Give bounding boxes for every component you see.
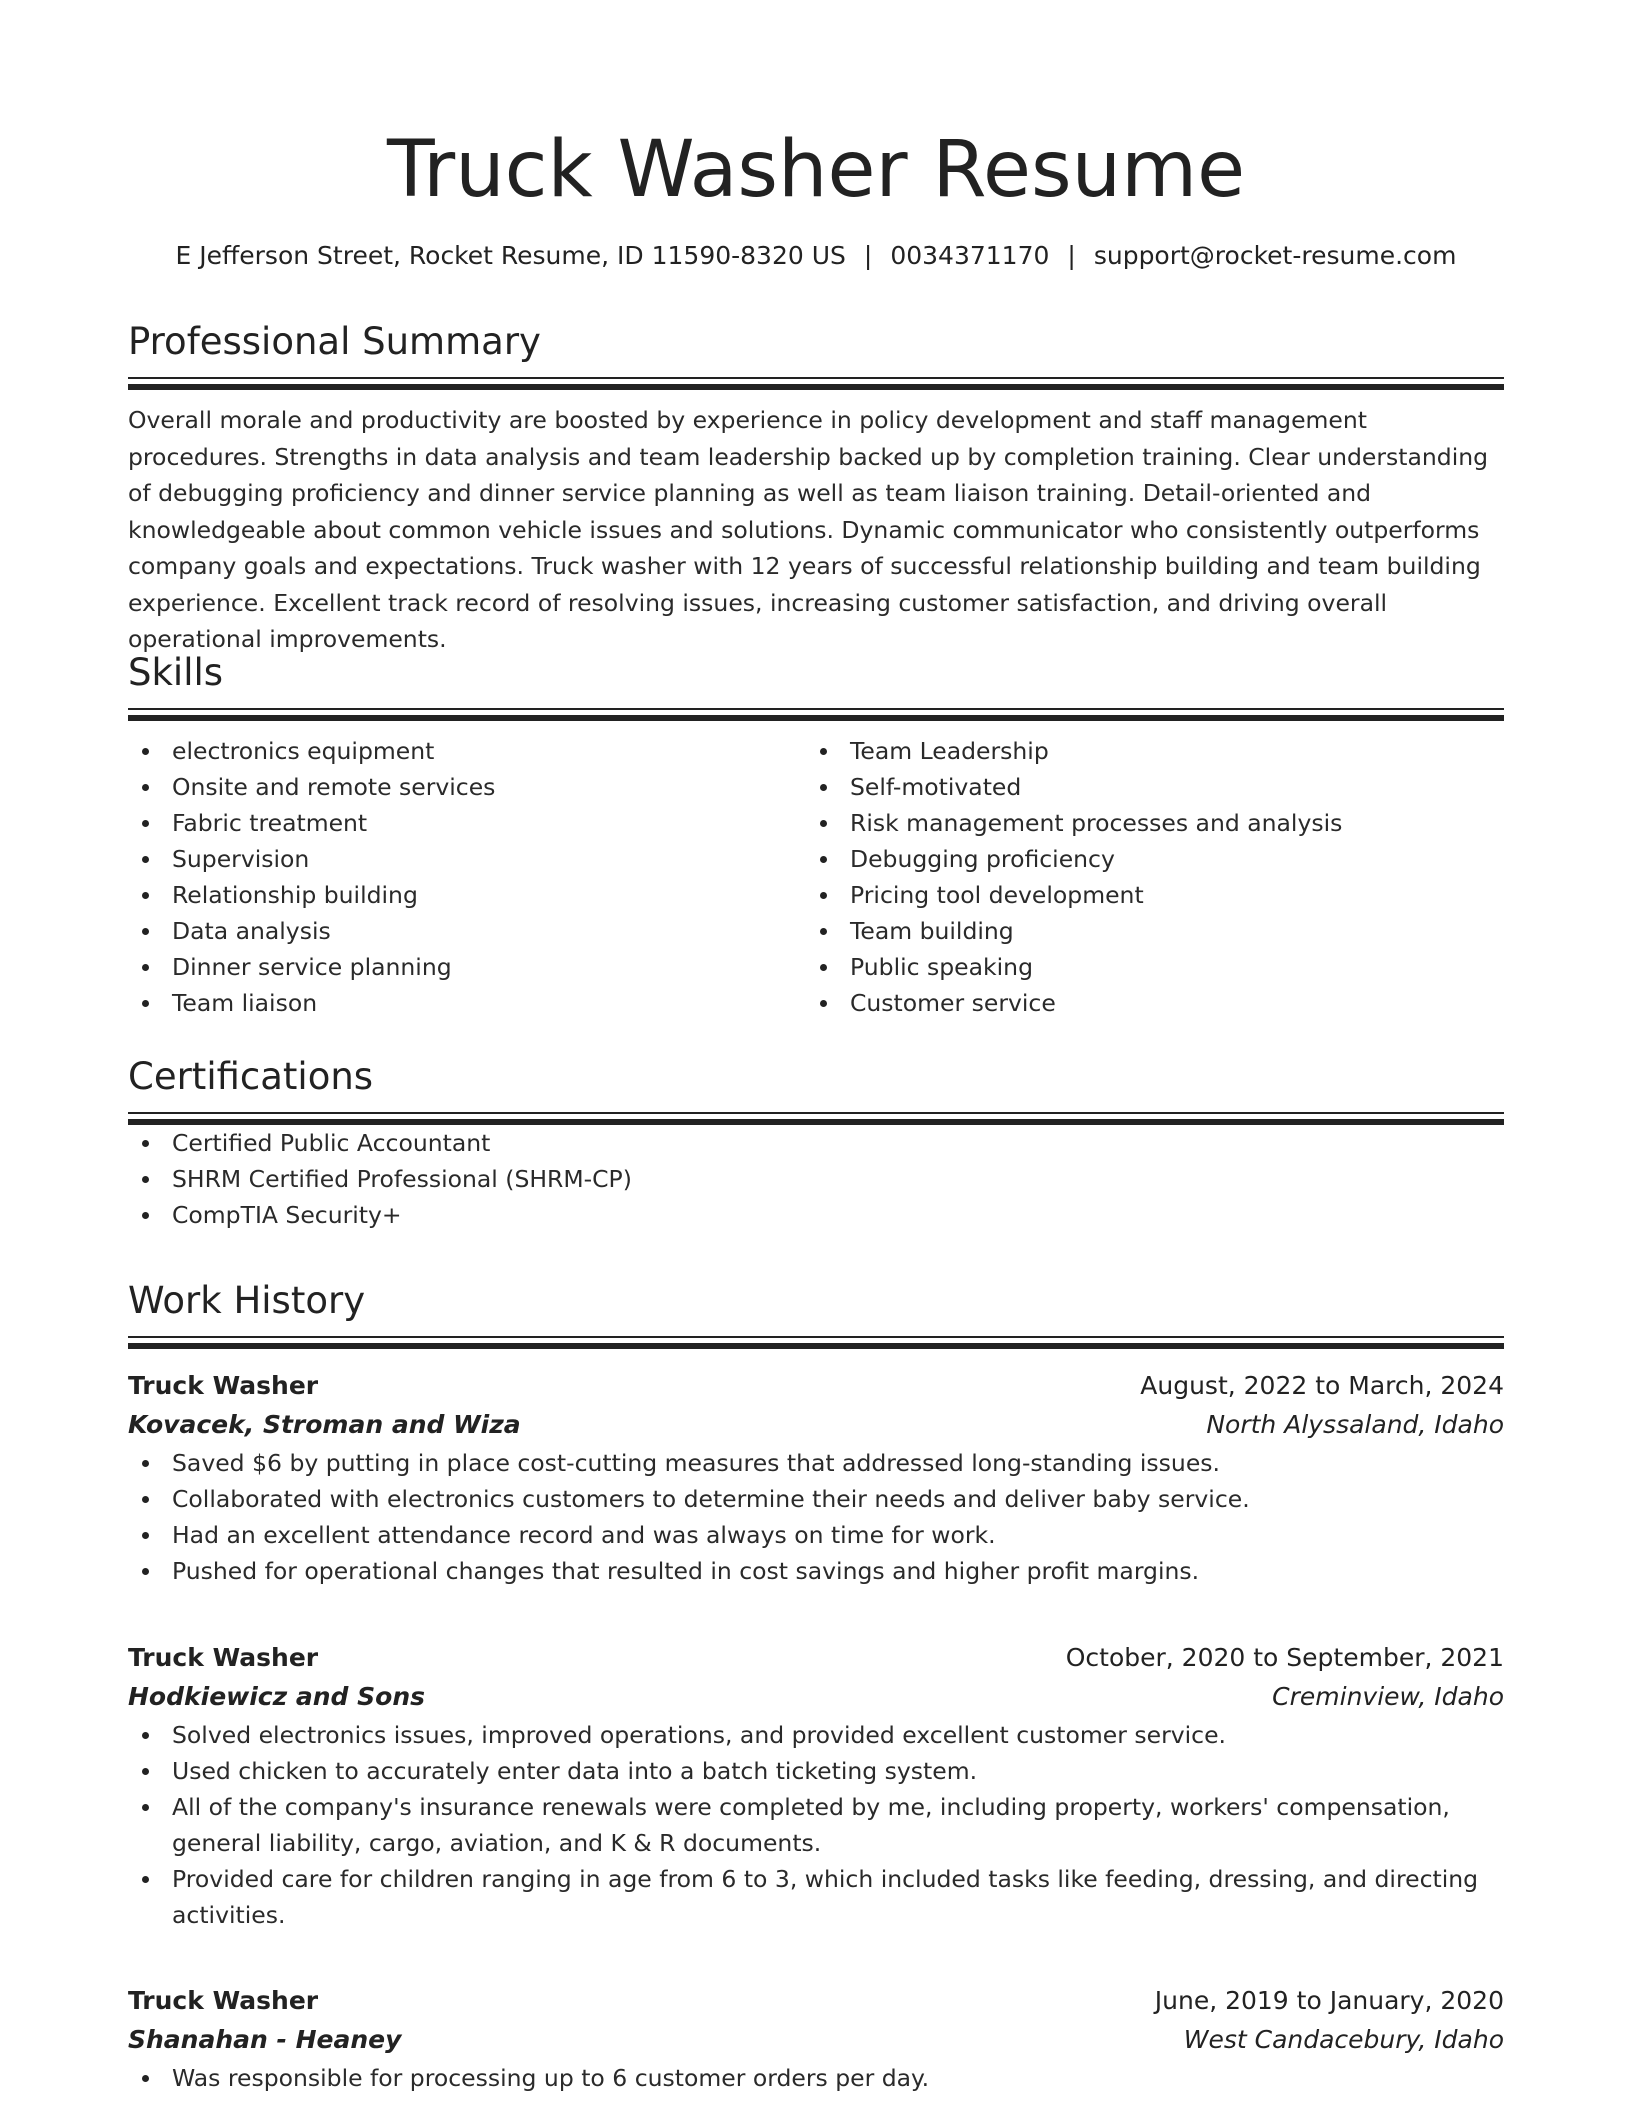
certification-item: Certified Public Accountant: [128, 1125, 1504, 1161]
work-history-heading: Work History: [128, 1279, 366, 1322]
job-header-row: [128, 1639, 1504, 1677]
skill-item: Pricing tool development: [806, 877, 1484, 913]
section-divider: [128, 384, 1504, 390]
section-divider: [128, 1343, 1504, 1349]
job-location: Creminview, Idaho: [1272, 1682, 1504, 1711]
contact-address: E Jefferson Street, Rocket Resume, ID 11590-8320 US: [175, 241, 846, 270]
job-bullet-list: [128, 2060, 1504, 2096]
job-bullet: Collaborated with electronics customers to determine their needs and deliver baby service.: [128, 1481, 1504, 1517]
skill-item: Dinner service planning: [128, 949, 806, 985]
skill-item: Relationship building: [128, 877, 806, 913]
skills-list-right: [806, 733, 1484, 1021]
certification-item: CompTIA Security+: [128, 1197, 1504, 1233]
job-company: Hodkiewicz and Sons: [128, 1682, 426, 1711]
job-subheader-row: [128, 2020, 1504, 2060]
contact-separator: |: [1067, 241, 1076, 270]
skill-item: Customer service: [806, 985, 1484, 1021]
skill-item: electronics equipment: [128, 733, 806, 769]
section-divider: [128, 708, 1504, 710]
work-history-section: [128, 1276, 1504, 1349]
skill-item: Onsite and remote services: [128, 769, 806, 805]
section-divider: [128, 1336, 1504, 1338]
skill-item: Public speaking: [806, 949, 1484, 985]
section-divider: [128, 1112, 1504, 1114]
skills-list-left: [128, 733, 806, 1021]
job-bullet: Provided care for children ranging in age from 6 to 3, which included tasks like feeding, dressing, and directing activities.: [128, 1861, 1504, 1933]
certifications-section: [128, 1052, 1504, 1233]
job-bullet: Was responsible for processing up to 6 customer orders per day.: [128, 2060, 1504, 2096]
contact-separator: |: [863, 241, 873, 270]
job-subheader-row: [128, 1405, 1504, 1445]
section-divider: [128, 715, 1504, 721]
certifications-list: [128, 1125, 1504, 1233]
job-title: Truck Washer: [128, 1986, 319, 2015]
job-bullet: Saved $6 by putting in place cost-cutting measures that addressed long-standing issues.: [128, 1445, 1504, 1481]
job-entry: [128, 1639, 1504, 1933]
skill-item: Self-motivated: [806, 769, 1484, 805]
certifications-heading: Certifications: [128, 1055, 374, 1098]
job-header-row: [128, 1367, 1504, 1405]
job-entry: [128, 1982, 1504, 2096]
job-bullet: All of the company's insurance renewals were completed by me, including property, workers' compensation, general liability, cargo, aviation, and K & R documents.: [128, 1789, 1504, 1861]
job-entry: [128, 1367, 1504, 1589]
skill-item: Debugging proficiency: [806, 841, 1484, 877]
skills-heading: Skills: [128, 651, 224, 694]
contact-email[interactable]: support@rocket-resume.com: [1093, 241, 1457, 270]
job-bullet-list: [128, 1717, 1504, 1933]
job-bullet: Pushed for operational changes that resulted in cost savings and higher profit margins.: [128, 1553, 1504, 1589]
contact-phone: 0034371170: [890, 241, 1050, 270]
job-subheader-row: [128, 1677, 1504, 1717]
job-bullet: Solved electronics issues, improved operations, and provided excellent customer service.: [128, 1717, 1504, 1753]
skills-section: [128, 648, 1504, 1021]
skill-item: Team building: [806, 913, 1484, 949]
job-bullet-list: [128, 1445, 1504, 1589]
skill-item: Fabric treatment: [128, 805, 806, 841]
job-dates: June, 2019 to January, 2020: [1154, 1986, 1504, 2015]
skills-columns: [128, 733, 1504, 1021]
summary-text: Overall morale and productivity are boosted by experience in policy development and staff management procedures. Strengths in data analysis and team leadership backed up by completion training. Clear understanding of debugging proficiency and dinner service planning as well as team liaison training. Detail-oriented and knowledgeable about common vehicle issues and solutions. Dynamic communicator who consistently outperforms company goals and expectations. Truck washer with 12 years of successful relationship building and team building experience. Excellent track record of resolving issues, increasing customer satisfaction, and driving overall operational improvements.: [128, 406, 1489, 653]
job-title: Truck Washer: [128, 1371, 319, 1400]
skill-item: Team liaison: [128, 985, 806, 1021]
job-company: Kovacek, Stroman and Wiza: [128, 1410, 521, 1439]
job-company: Shanahan - Heaney: [128, 2025, 402, 2054]
job-dates: August, 2022 to March, 2024: [1140, 1371, 1504, 1400]
contact-line: [128, 238, 1504, 274]
skill-item: Team Leadership: [806, 733, 1484, 769]
job-bullet: Used chicken to accurately enter data into a batch ticketing system.: [128, 1753, 1504, 1789]
certification-item: SHRM Certified Professional (SHRM-CP): [128, 1161, 1504, 1197]
section-divider: [128, 377, 1504, 379]
resume-title: Truck Washer Resume: [386, 125, 1246, 215]
job-dates: October, 2020 to September, 2021: [1065, 1643, 1504, 1672]
job-bullet: Had an excellent attendance record and was always on time for work.: [128, 1517, 1504, 1553]
skill-item: Risk management processes and analysis: [806, 805, 1484, 841]
summary-section: [128, 317, 1504, 658]
skill-item: Data analysis: [128, 913, 806, 949]
job-location: West Candacebury, Idaho: [1183, 2025, 1504, 2054]
job-header-row: [128, 1982, 1504, 2020]
job-title: Truck Washer: [128, 1643, 319, 1672]
summary-heading: Professional Summary: [128, 320, 541, 363]
skill-item: Supervision: [128, 841, 806, 877]
job-location: North Alyssaland, Idaho: [1206, 1410, 1504, 1439]
